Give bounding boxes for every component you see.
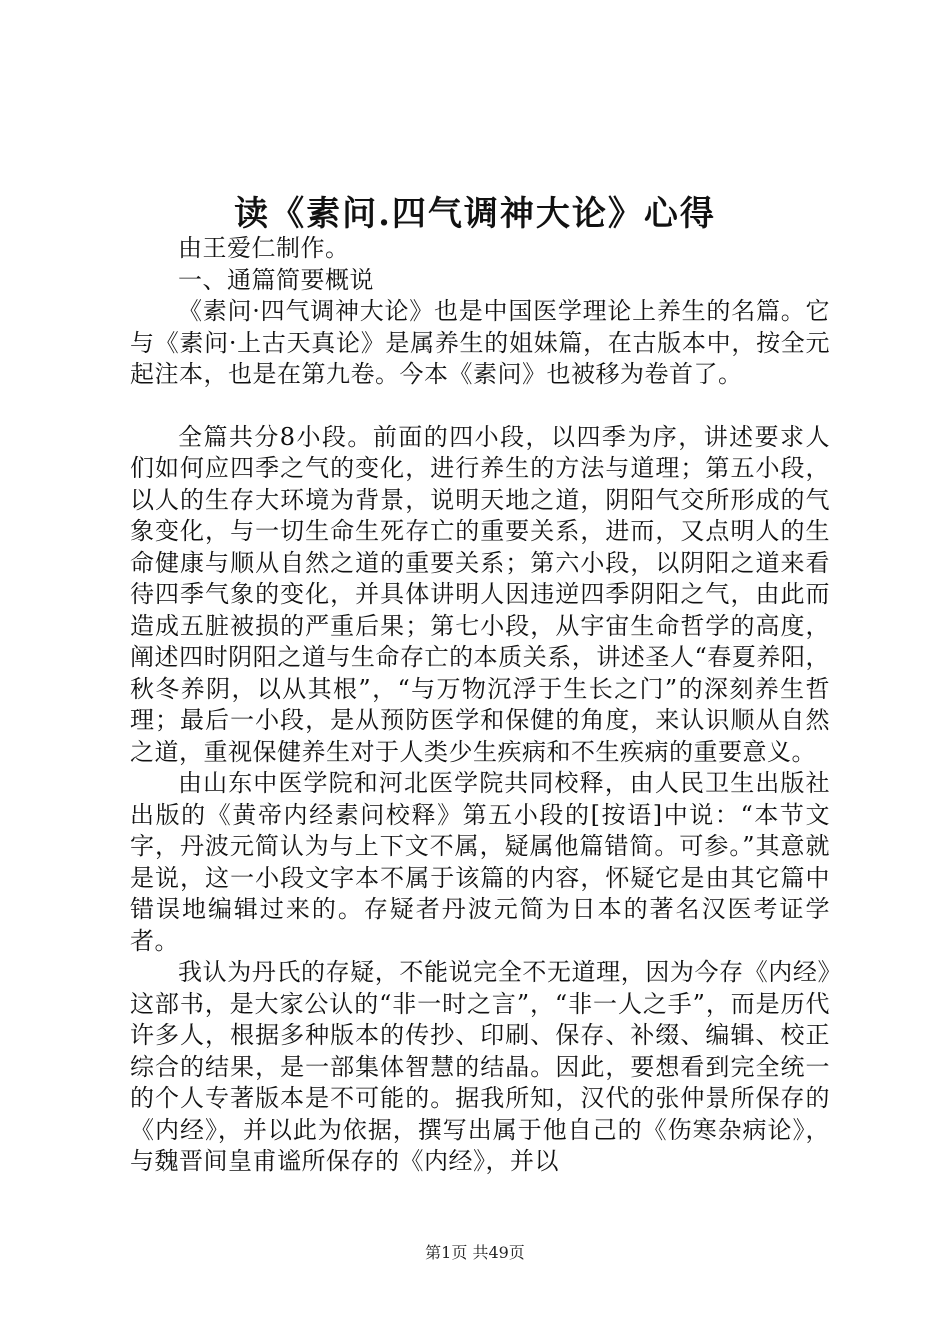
paragraph-3: 由山东中医学院和河北医学院共同校释，由人民卫生出版社出版的《黄帝内经素问校释》第五小段的[按语]中说：“本节文字，丹波元简认为与上下文不属，疑属他篇错简。可参。”其意就是说，这一小段文字本不属于该篇的内容，怀疑它是由其它篇中错误地编辑过来的。存疑者丹波元简为日本的著名汉医考证学者。 xyxy=(130,769,830,955)
document-title: 读《素问.四气调神大论》心得 xyxy=(234,194,716,234)
paragraph-1: 《素问·四气调神大论》也是中国医学理论上养生的名篇。它与《素问·上古天真论》是属养生的姐妹篇，在古版本中，按全元起注本，也是在第九卷。今本《素问》也被移为卷首了。 xyxy=(130,297,830,388)
document-body xyxy=(130,233,830,1178)
paragraph-4: 我认为丹氏的存疑，不能说完全不无道理，因为今存《内经》这部书，是大家公认的“非一时之言”，“非一人之手”，而是历代许多人，根据多种版本的传抄、印刷、保存、补缀、编辑、校正综合的结果，是一部集体智慧的结晶。因此，要想看到完全统一的个人专著版本是不可能的。据我所知，汉代的张仲景所保存的《内经》，并以此为依据，撰写出属于他自己的《伤寒杂病论》，与魏晋间皇甫谧所保存的《内经》，并以 xyxy=(130,958,830,1175)
page-footer: 第1页 共49页 xyxy=(425,1243,525,1262)
paragraph-2: 全篇共分8小段。前面的四小段，以四季为序，讲述要求人们如何应四季之气的变化，进行养生的方法与道理；第五小段，以人的生存大环境为背景，说明天地之道，阴阳气交所形成的气象变化，与一切生命生死存亡的重要关系，进而，又点明人的生命健康与顺从自然之道的重要关系；第六小段，以阴阳之道来看待四季气象的变化，并具体讲明人因违逆四季阴阳之气，由此而造成五脏被损的严重后果；第七小段，从宇宙生命哲学的高度，阐述四时阴阳之道与生命存亡的本质关系，讲述圣人“春夏养阳，秋冬养阴，以从其根”，“与万物沉浮于生长之门”的深刻养生哲理；最后一小段，是从预防医学和保健的角度，来认识顺从自然之道，重视保健养生对于人类少生疾病和不生疾病的重要意义。 xyxy=(130,422,830,766)
author-line: 由王爱仁制作。 xyxy=(178,234,350,262)
section-heading: 一、通篇简要概说 xyxy=(178,265,374,294)
